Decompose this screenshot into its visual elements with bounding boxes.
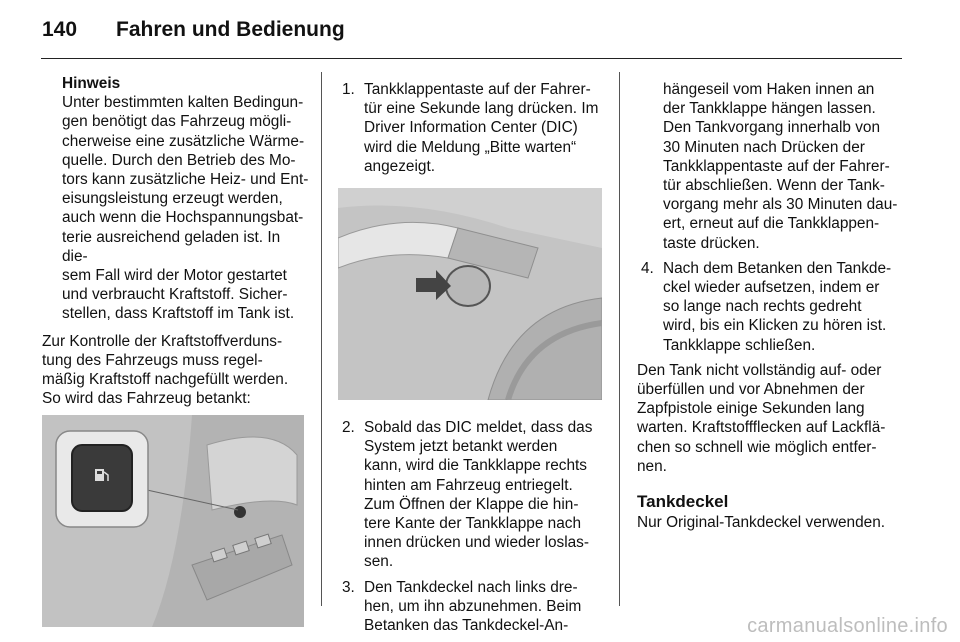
para-line: Den Tank nicht vollständig auf- oder xyxy=(637,361,882,379)
para-line: Zur Kontrolle der Kraftstoffverduns- xyxy=(42,332,283,350)
list-line: Tankklappentaste auf der Fahrer- xyxy=(364,81,591,98)
door-panel-illustration xyxy=(42,415,304,627)
list-line: ckel wieder aufsetzen, indem er xyxy=(663,279,880,297)
list-line: hängeseil vom Haken innen an xyxy=(663,81,875,98)
list-number: 2. xyxy=(342,419,355,437)
para-line: mäßig Kraftstoff nachgefüllt werden. xyxy=(42,371,289,389)
fuel-door-svg xyxy=(338,188,602,400)
para-line: überfüllen und vor Abnehmen der xyxy=(637,381,865,399)
note-line: und verbraucht Kraftstoff. Sicher- xyxy=(62,286,288,304)
note-line: quelle. Durch den Betrieb des Mo- xyxy=(62,151,296,169)
list-line: ert, erneut auf die Tankklappen- xyxy=(663,215,880,233)
list-line: Den Tankvorgang innerhalb von xyxy=(663,119,881,137)
column-divider-2 xyxy=(619,72,620,606)
list-line: Zum Öffnen der Klappe die hin- xyxy=(364,495,579,513)
para-line: tung des Fahrzeugs muss regel- xyxy=(42,351,263,369)
list-line: Driver Information Center (DIC) xyxy=(364,119,578,137)
list-line: wird, bis ein Klicken zu hören ist. xyxy=(663,317,887,335)
column-divider-1 xyxy=(321,72,322,606)
note-box xyxy=(42,74,310,324)
note-line: auch wenn die Hochspannungsbat- xyxy=(62,209,304,227)
header-rule xyxy=(41,58,902,59)
column-middle xyxy=(338,80,604,641)
intro-paragraph xyxy=(42,332,310,409)
list-line: 30 Minuten nach Drücken der xyxy=(663,138,865,156)
fuel-door-illustration xyxy=(338,188,602,400)
column-right xyxy=(637,80,909,532)
list-line: der Tankklappe hängen lassen. xyxy=(663,100,876,118)
list-line: System jetzt betankt werden xyxy=(364,438,558,456)
note-line: terie ausreichend geladen ist. In die- xyxy=(62,228,281,265)
page-number: 140 xyxy=(42,18,78,41)
para-line: warten. Kraftstoffflecken auf Lackflä- xyxy=(637,419,886,437)
note-heading: Hinweis xyxy=(62,75,121,92)
list-line: Betanken das Tankdeckel-An- xyxy=(364,617,569,635)
list-item xyxy=(637,259,909,355)
list-line: hinten am Fahrzeug entriegelt. xyxy=(364,476,573,494)
door-panel-svg xyxy=(42,415,304,627)
warning-paragraph xyxy=(637,361,909,476)
para-line: Zapfpistole einige Sekunden lang xyxy=(637,400,865,418)
list-line: so lange nach rechts gedreht xyxy=(663,298,862,316)
section-text: Nur Original-Tankdeckel verwenden. xyxy=(637,514,886,532)
list-line: Sobald das DIC meldet, dass das xyxy=(364,419,593,437)
list-line: vorgang mehr als 30 Minuten dau- xyxy=(663,196,898,214)
list-line: sen. xyxy=(364,553,394,571)
list-number: 3. xyxy=(342,578,355,596)
list-line: kann, wird die Tankklappe rechts xyxy=(364,457,588,475)
list-item xyxy=(338,578,604,636)
list-line: Den Tankdeckel nach links dre- xyxy=(364,578,578,596)
section-heading: Tankdeckel xyxy=(637,492,729,512)
note-line: Unter bestimmten kalten Bedingun- xyxy=(62,94,304,112)
column-left xyxy=(42,74,310,637)
note-line: cherweise eine zusätzliche Wärme- xyxy=(62,132,305,150)
list-line: angezeigt. xyxy=(364,157,436,175)
list-line: Nach dem Betanken den Tankde- xyxy=(663,259,892,277)
list-item xyxy=(338,418,604,572)
para-line: chen so schnell wie möglich entfer- xyxy=(637,438,877,456)
list-item xyxy=(338,80,604,176)
list-line: innen drücken und wieder loslas- xyxy=(364,534,590,552)
note-line: eisungsleistung erzeugt werden, xyxy=(62,190,283,208)
list-line: Tankklappe schließen. xyxy=(663,336,816,354)
list-line: hen, um ihn abzunehmen. Beim xyxy=(364,597,582,615)
list-number: 4. xyxy=(641,259,654,277)
list-line: taste drücken. xyxy=(663,234,760,252)
note-line: tors kann zusätzliche Heiz- und Ent- xyxy=(62,171,309,189)
list-number: 1. xyxy=(342,81,355,98)
list-line: tür eine Sekunde lang drücken. Im xyxy=(364,100,599,118)
page-title: Fahren und Bedienung xyxy=(116,18,345,41)
list-line: tür abschließen. Wenn der Tank- xyxy=(663,177,885,195)
list-item-continued xyxy=(637,80,909,253)
list-line: wird die Meldung „Bitte warten“ xyxy=(364,138,577,156)
para-line: So wird das Fahrzeug betankt: xyxy=(42,390,251,408)
list-line: tere Kante der Tankklappe nach xyxy=(364,515,582,533)
watermark: carmanualsonline.info xyxy=(747,615,948,637)
note-line: gen benötigt das Fahrzeug mögli- xyxy=(62,113,292,131)
para-line: nen. xyxy=(637,457,667,475)
note-line: stellen, dass Kraftstoff im Tank ist. xyxy=(62,305,295,323)
note-line: sem Fall wird der Motor gestartet xyxy=(62,267,287,285)
list-line: Tankklappentaste auf der Fahrer- xyxy=(663,157,890,175)
